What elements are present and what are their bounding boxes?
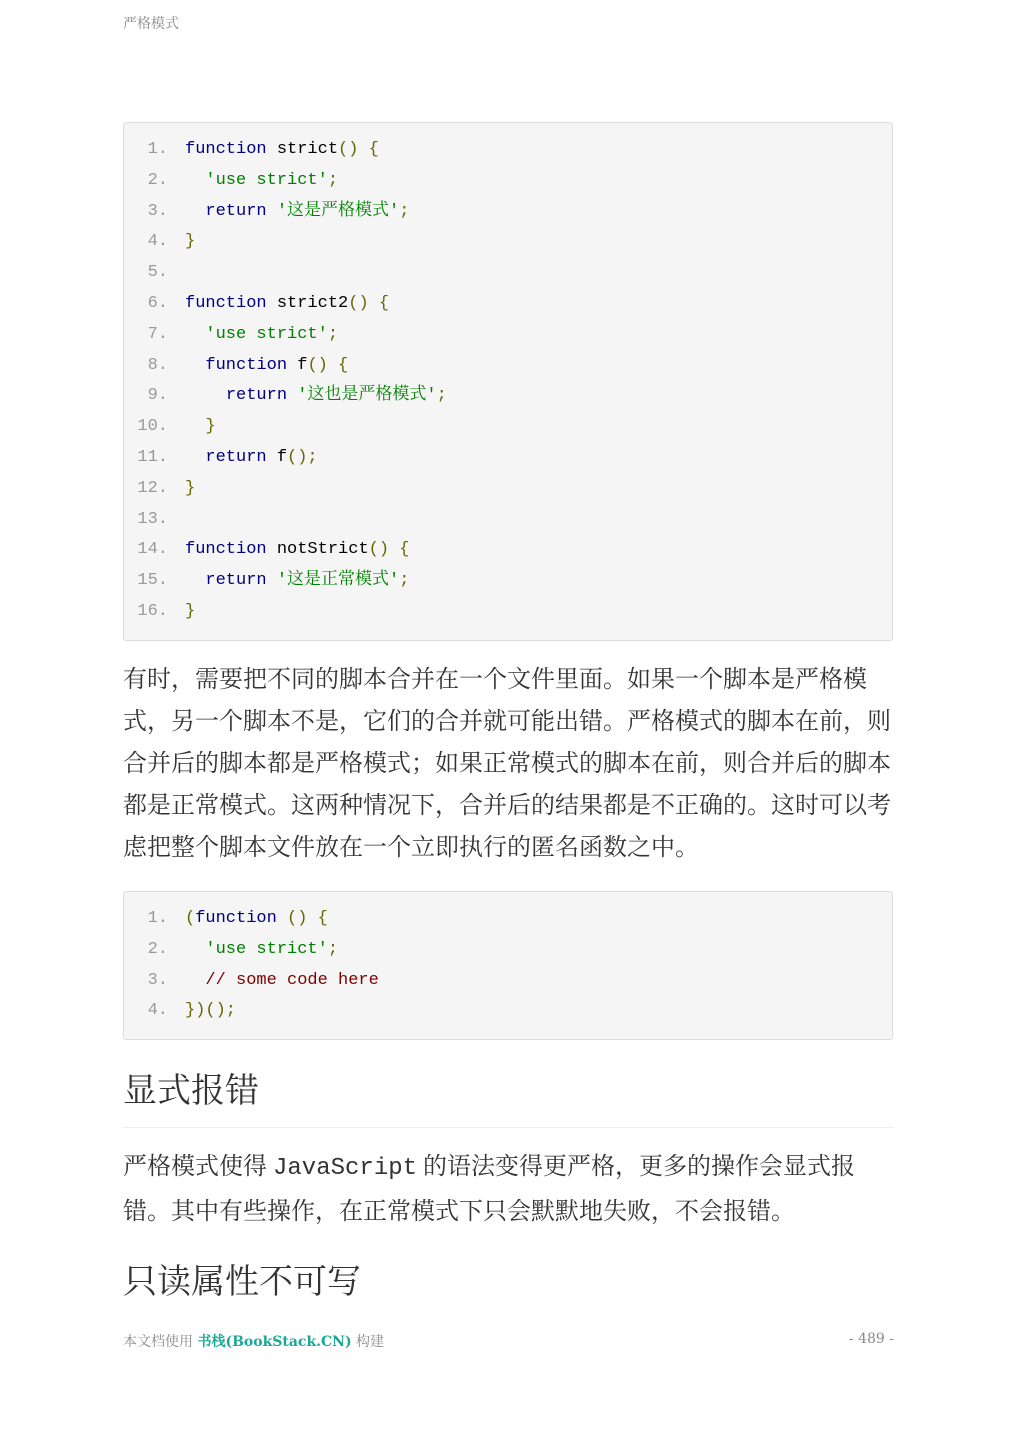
- code-token: [185, 202, 205, 221]
- code-token: strict2: [266, 293, 349, 313]
- code-line: [124, 535, 892, 566]
- code-token: strict: [266, 140, 339, 159]
- line-number: 1.: [147, 909, 168, 928]
- code-token: [185, 325, 205, 344]
- line-number: 15.: [137, 571, 168, 591]
- line-number: 3.: [147, 201, 168, 221]
- code-token: ;: [327, 324, 339, 344]
- code-content: [185, 135, 379, 166]
- code-token: [287, 386, 297, 405]
- code-token: (): [307, 355, 328, 375]
- code-block: [123, 122, 893, 641]
- code-token: ;: [399, 571, 410, 591]
- code-line: [124, 597, 892, 628]
- code-token: '这是正常模式': [276, 571, 400, 591]
- code-content: [185, 381, 447, 412]
- code-token: {: [338, 355, 349, 375]
- line-number: 7.: [147, 324, 168, 344]
- code-line: [124, 412, 892, 443]
- paragraph: [123, 1145, 898, 1232]
- code-token: f: [266, 447, 288, 467]
- section-heading: 显式报错: [123, 1069, 894, 1128]
- code-token: f: [287, 355, 308, 375]
- line-number: 6.: [147, 293, 168, 313]
- running-header: 严格模式: [123, 16, 179, 32]
- code-line: [124, 166, 892, 197]
- code-token: [185, 571, 205, 590]
- code-token: [267, 571, 277, 590]
- code-content: [185, 935, 338, 966]
- code-token: 'use strict': [205, 939, 328, 959]
- code-token: }: [185, 601, 196, 621]
- code-line: [124, 474, 892, 505]
- line-number: 4.: [147, 1001, 168, 1021]
- code-token: ;: [436, 386, 447, 406]
- code-line: [124, 351, 892, 382]
- code-line: [124, 227, 892, 258]
- code-content: [185, 351, 348, 382]
- code-token: return: [205, 447, 267, 467]
- line-number: 2.: [147, 939, 168, 959]
- code-token: }: [205, 417, 216, 437]
- line-number: 1.: [147, 140, 168, 159]
- code-token: [307, 909, 317, 928]
- code-token: 'use strict': [205, 170, 328, 190]
- code-content: [185, 412, 216, 443]
- code-line: [124, 996, 892, 1027]
- line-number: 12.: [137, 478, 168, 498]
- code-token: ();: [287, 447, 318, 467]
- code-token: function: [185, 293, 267, 313]
- code-token: (): [338, 140, 359, 159]
- code-token: function: [185, 140, 267, 159]
- code-content: [185, 197, 409, 228]
- code-token: {: [317, 909, 328, 928]
- code-line: [124, 381, 892, 412]
- code-token: // some code here: [205, 970, 379, 990]
- code-token: [185, 940, 205, 959]
- code-token: (: [185, 909, 196, 928]
- code-token: '这是严格模式': [276, 201, 400, 221]
- code-token: [277, 909, 287, 928]
- code-token: (): [287, 909, 308, 928]
- code-token: return: [225, 386, 288, 406]
- line-number: 10.: [137, 417, 168, 437]
- code-token: [185, 171, 205, 190]
- line-number: 2.: [147, 170, 168, 190]
- code-token: [267, 202, 277, 221]
- code-line: [124, 935, 892, 966]
- code-line: [124, 566, 892, 597]
- code-line: [124, 197, 892, 228]
- code-token: [369, 294, 379, 313]
- code-content: [185, 289, 389, 320]
- page-number: - 489 -: [848, 1331, 894, 1347]
- footer-brand-link[interactable]: 书栈(BookStack.CN): [197, 1334, 352, 1350]
- code-token: {: [368, 140, 379, 159]
- code-token: function: [195, 909, 277, 928]
- code-content: [185, 535, 409, 566]
- footer-prefix: 本文档使用: [123, 1334, 198, 1350]
- line-number: 4.: [147, 232, 168, 252]
- code-token: {: [399, 540, 410, 560]
- code-token: notStrict: [266, 540, 369, 560]
- paragraph: 有时，需要把不同的脚本合并在一个文件里面。如果一个脚本是严格模式，另一个脚本不是，它们的合并就可能出错。严格模式的脚本在前，则合并后的脚本都是严格模式；如果正常模式的脚本在前，则合并后的脚本都是正常模式。这两种情况下，合并后的结果都是不正确的。这时可以考虑把整个脚本文件放在一个立即执行的匿名函数之中。: [123, 665, 891, 861]
- line-number: 13.: [137, 509, 168, 529]
- code-token: [185, 448, 205, 467]
- code-token: }: [185, 232, 196, 252]
- line-number: 16.: [137, 601, 168, 621]
- code-token: ;: [327, 170, 339, 190]
- code-content: [185, 227, 195, 258]
- code-content: [185, 996, 236, 1027]
- code-token: ;: [327, 939, 339, 959]
- code-token: ;: [399, 201, 410, 221]
- code-token: return: [205, 571, 267, 591]
- code-line: [124, 320, 892, 351]
- code-token: [185, 386, 226, 405]
- code-content: [185, 320, 338, 351]
- code-token: function: [205, 355, 288, 375]
- code-line: [124, 505, 892, 536]
- code-token: [185, 417, 205, 436]
- code-content: [185, 443, 318, 474]
- code-line: [124, 966, 892, 997]
- code-token: [185, 356, 205, 375]
- code-token: (): [348, 293, 369, 313]
- paragraph-text: 的语法变得更严格，更多的操作会显式报错。其中有些操作，在正常模式下只会默默地失败，不会报错。: [123, 1152, 856, 1225]
- code-token: [185, 971, 205, 990]
- line-number: 11.: [137, 447, 168, 467]
- code-content: [185, 904, 328, 935]
- code-token: [358, 140, 368, 159]
- code-token: }: [185, 478, 196, 498]
- code-line: [124, 289, 892, 320]
- code-content: [185, 966, 379, 997]
- code-block: [123, 891, 893, 1040]
- code-line: [124, 258, 892, 289]
- code-content: [185, 166, 338, 197]
- line-number: 5.: [147, 263, 168, 283]
- section-heading: 只读属性不可写: [123, 1262, 361, 1302]
- line-number: 8.: [147, 355, 168, 375]
- code-token: return: [205, 201, 267, 221]
- code-token: function: [185, 540, 267, 560]
- code-content: [185, 474, 195, 505]
- line-number: 9.: [147, 386, 168, 406]
- code-token: })();: [185, 1001, 237, 1021]
- code-line: [124, 904, 892, 935]
- code-token: '这也是严格模式': [297, 386, 437, 406]
- paragraph-text: 严格模式使得: [123, 1152, 267, 1180]
- code-line: [124, 135, 892, 166]
- page-footer: [123, 1331, 894, 1351]
- code-token: (): [368, 540, 390, 560]
- code-token: {: [378, 293, 390, 313]
- code-content: [185, 597, 195, 628]
- code-content: [185, 566, 409, 597]
- line-number: 14.: [137, 540, 168, 560]
- code-line: [124, 443, 892, 474]
- line-number: 3.: [147, 970, 168, 990]
- footer-suffix: 构建: [351, 1334, 385, 1350]
- code-token: [389, 540, 399, 559]
- code-token: [328, 356, 338, 375]
- inline-code: JavaScript: [273, 1155, 418, 1182]
- code-token: 'use strict': [205, 324, 328, 344]
